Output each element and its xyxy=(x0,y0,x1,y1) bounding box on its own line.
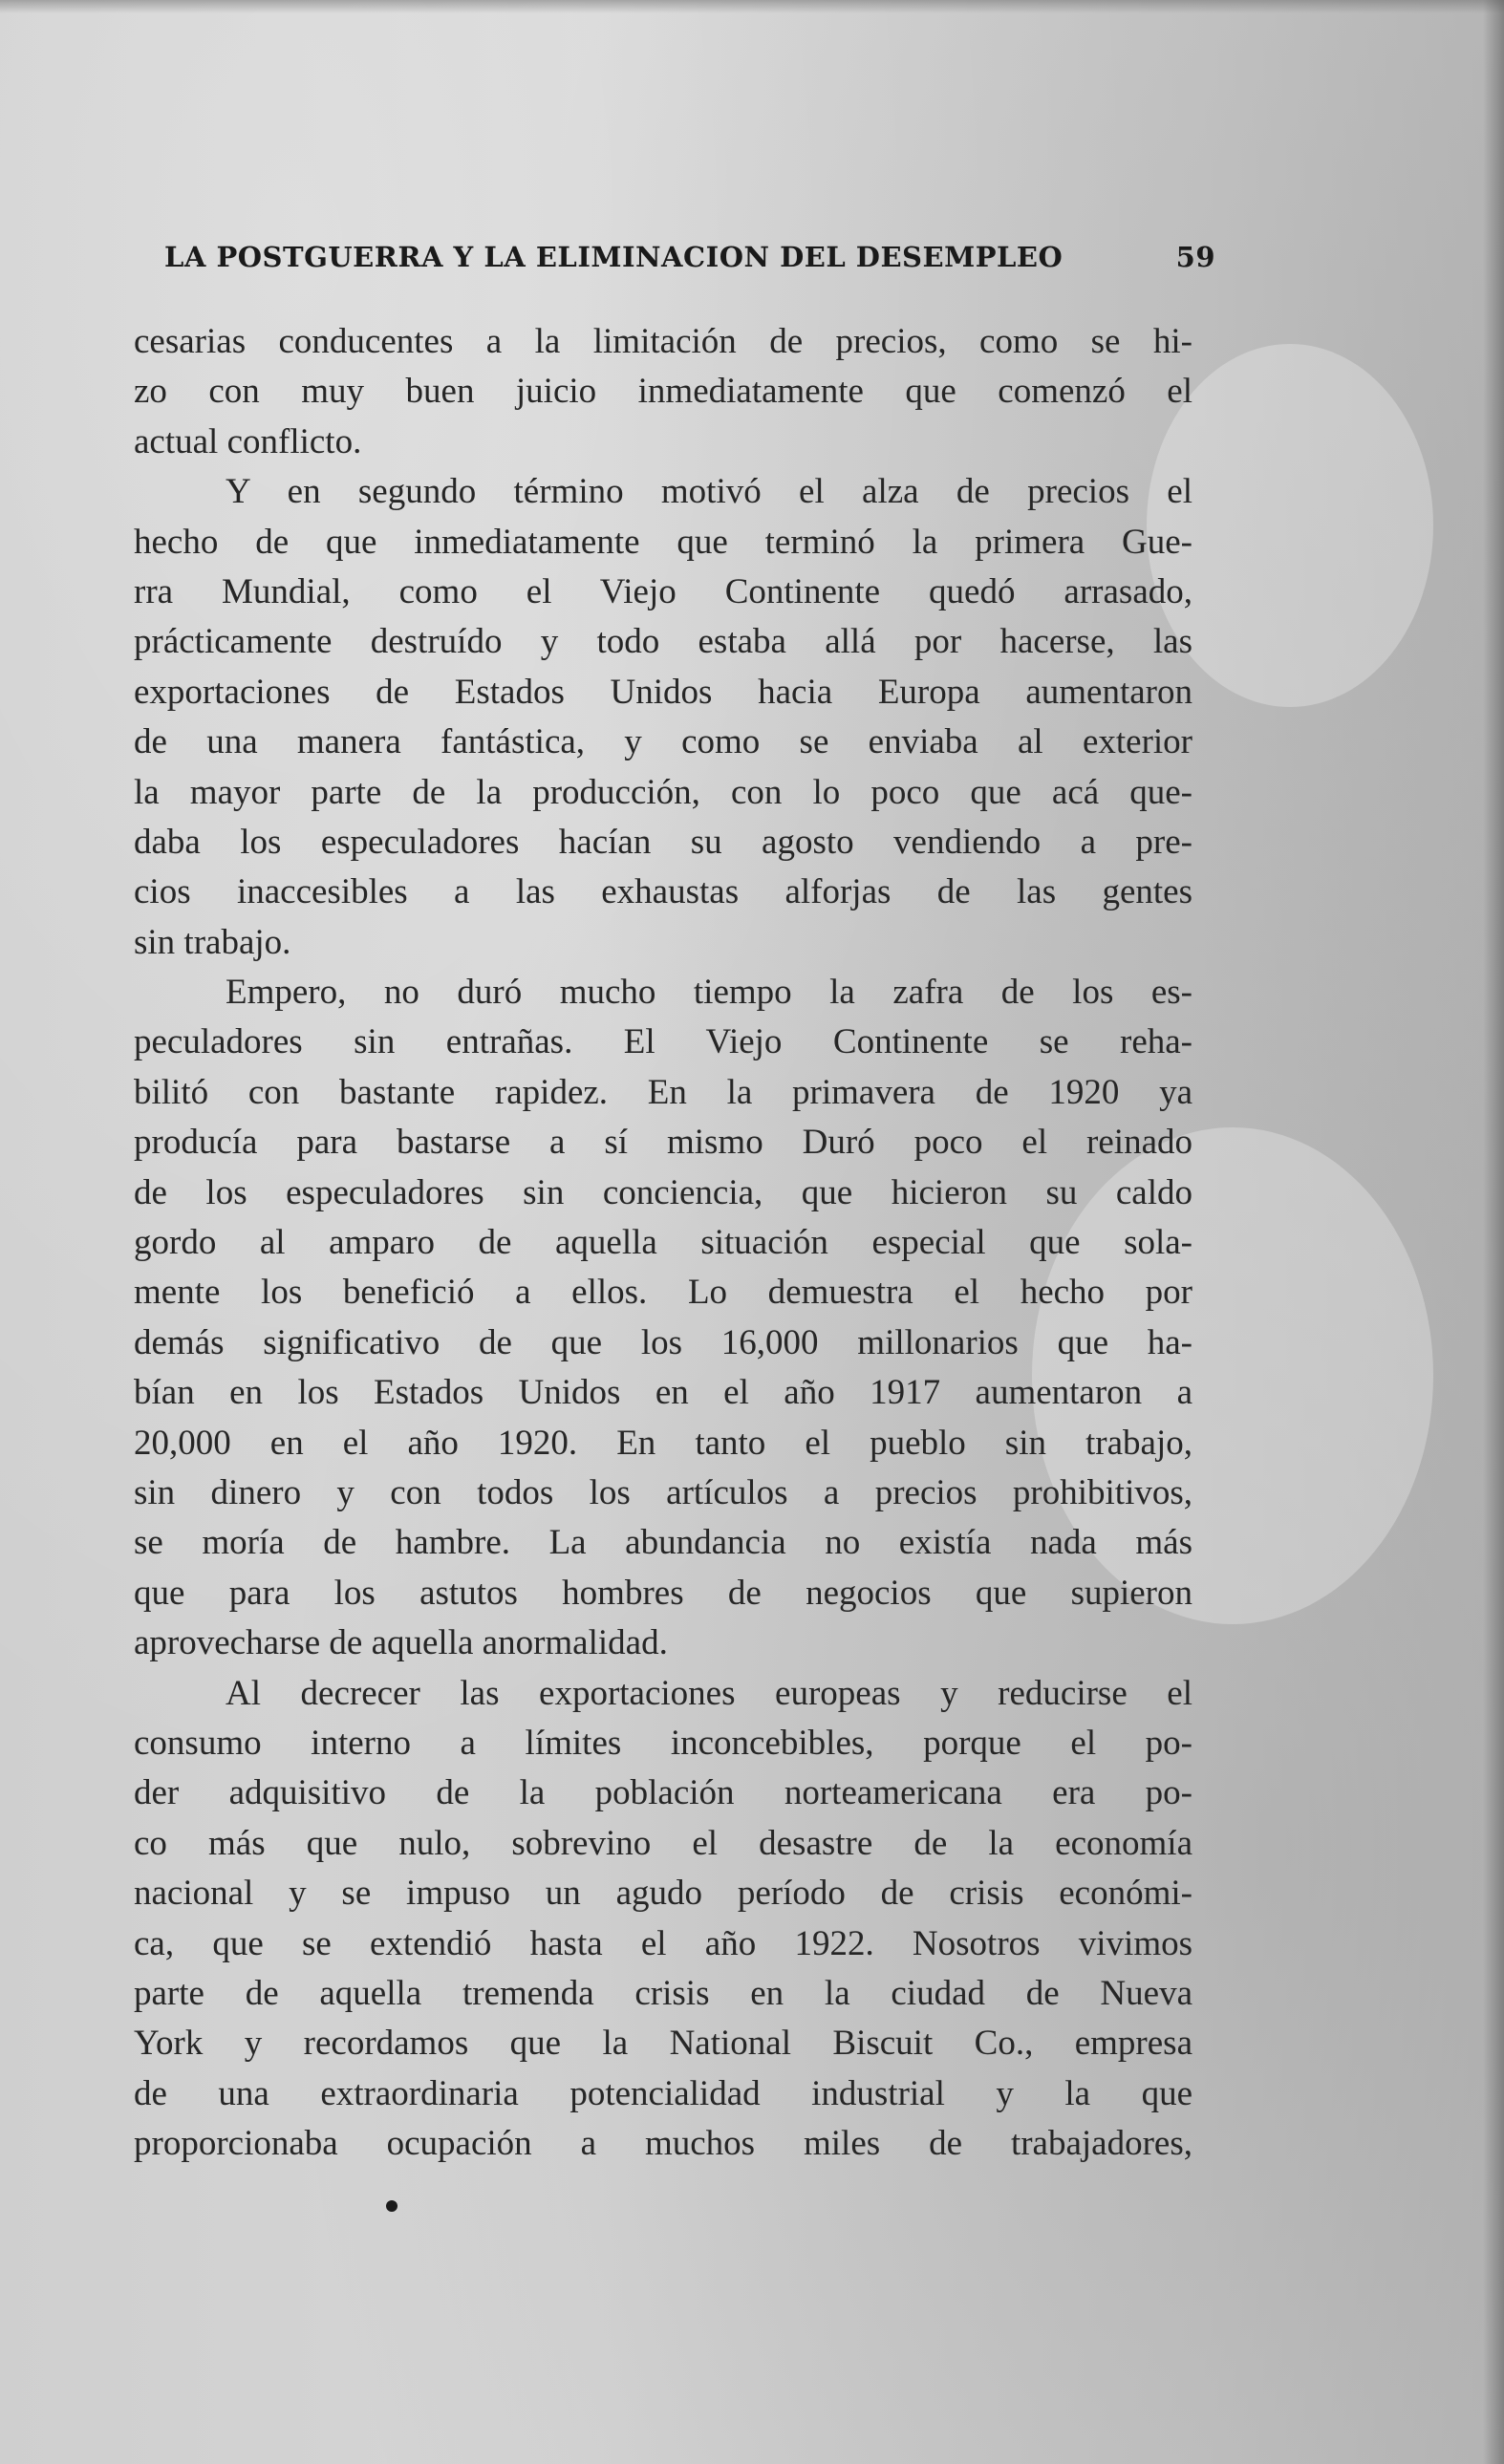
text-line: que para los astutos hombres de negocios que supieron xyxy=(134,1573,1192,1613)
text-line: daba los especuladores hacían su agosto vendiendo a pre- xyxy=(134,822,1192,862)
text-line: mente los benefició a ellos. Lo demuestra el hecho por xyxy=(134,1273,1192,1313)
text-line: Y en segundo término motivó el alza de precios el xyxy=(226,472,1192,512)
text-line: gordo al amparo de aquella situación especial que sola- xyxy=(134,1223,1192,1263)
text-line: de una extraordinaria potencialidad industrial y la que xyxy=(134,2073,1192,2113)
text-line: sin trabajo. xyxy=(134,922,291,962)
text-line: de los especuladores sin conciencia, que hicieron su caldo xyxy=(134,1172,1192,1212)
text-line: parte de aquella tremenda crisis en la ciudad de Nueva xyxy=(134,1973,1192,2013)
ink-spot xyxy=(386,2200,397,2212)
text-line: York y recordamos que la National Biscuit Co., empresa xyxy=(134,2024,1192,2064)
text-line: hecho de que inmediatamente que terminó la primera Gue- xyxy=(134,522,1192,562)
text-line: Al decrecer las exportaciones europeas y reducirse el xyxy=(226,1673,1192,1713)
text-line: exportaciones de Estados Unidos hacia Europa aumentaron xyxy=(134,672,1192,712)
text-line: zo con muy buen juicio inmediatamente que comenzó el xyxy=(134,372,1192,412)
text-line: Empero, no duró mucho tiempo la zafra de los es- xyxy=(226,973,1192,1013)
text-line: se moría de hambre. La abundancia no existía nada más xyxy=(134,1523,1192,1563)
body-text xyxy=(134,317,1192,2169)
text-line: proporcionaba ocupación a muchos miles de trabajadores, xyxy=(134,2124,1192,2164)
page-right-shadow xyxy=(1483,0,1504,2464)
text-line: peculadores sin entrañas. El Viejo Continente se reha- xyxy=(134,1022,1192,1062)
text-line: actual conflicto. xyxy=(134,421,362,461)
text-line: aprovecharse de aquella anormalidad. xyxy=(134,1623,668,1663)
page-top-shadow xyxy=(0,0,1504,13)
text-line: sin dinero y con todos los artículos a precios prohibitivos, xyxy=(134,1472,1192,1512)
text-line: de una manera fantástica, y como se enviaba al exterior xyxy=(134,722,1192,762)
running-head xyxy=(164,241,1215,279)
text-line: la mayor parte de la producción, con lo poco que acá que- xyxy=(134,772,1192,812)
text-line: consumo interno a límites inconcebibles, porque el po- xyxy=(134,1723,1192,1763)
text-line: rra Mundial, como el Viejo Continente quedó arrasado, xyxy=(134,571,1192,611)
text-line: co más que nulo, sobrevino el desastre de la economía xyxy=(134,1823,1192,1863)
page-number: 59 xyxy=(1175,241,1215,273)
text-line: cesarias conducentes a la limitación de precios, como se hi- xyxy=(134,322,1192,361)
text-line: demás significativo de que los 16,000 millonarios que ha- xyxy=(134,1322,1192,1362)
text-line: nacional y se impuso un agudo período de crisis económi- xyxy=(134,1874,1192,1914)
text-line: der adquisitivo de la población norteamericana era po- xyxy=(134,1773,1192,1813)
text-line: cios inaccesibles a las exhaustas alforjas de las gentes xyxy=(134,872,1192,912)
running-title: LA POSTGUERRA Y LA ELIMINACION DEL DESEMPLEO xyxy=(164,241,1064,273)
text-line: 20,000 en el año 1920. En tanto el pueblo sin trabajo, xyxy=(134,1423,1192,1463)
text-line: prácticamente destruído y todo estaba allá por hacerse, las xyxy=(134,622,1192,662)
text-line: ca, que se extendió hasta el año 1922. Nosotros vivimos xyxy=(134,1923,1192,1963)
text-line: bilitó con bastante rapidez. En la primavera de 1920 ya xyxy=(134,1072,1192,1112)
text-line: bían en los Estados Unidos en el año 1917 aumentaron a xyxy=(134,1373,1192,1413)
text-line: producía para bastarse a sí mismo Duró poco el reinado xyxy=(134,1123,1192,1163)
